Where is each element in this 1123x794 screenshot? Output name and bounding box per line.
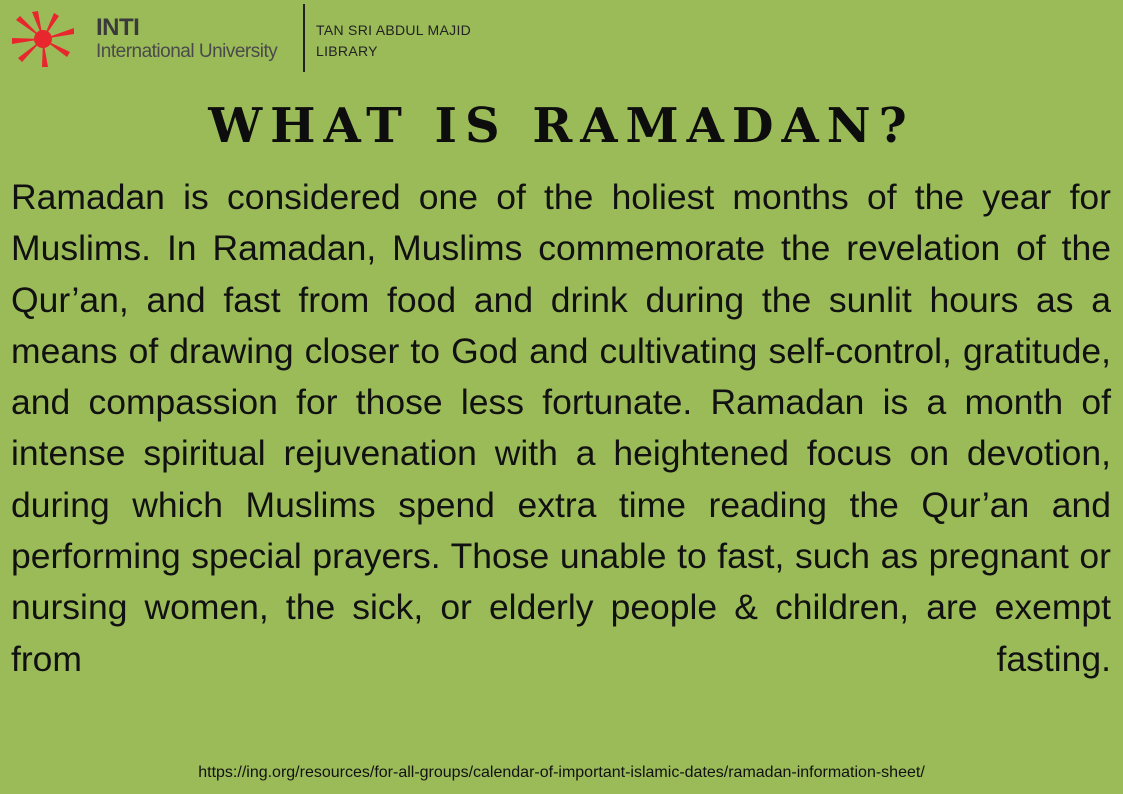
header-divider bbox=[303, 4, 305, 72]
logo-subtitle: International University bbox=[96, 41, 278, 62]
source-url: https://ing.org/resources/for-all-groups/calendar-of-important-islamic-dates/ramadan-information-sheet/ bbox=[198, 764, 925, 781]
logo-brand: INTI bbox=[96, 14, 140, 41]
header bbox=[10, 4, 570, 74]
body-paragraph: Ramadan is considered one of the holiest months of the year for Muslims. In Ramadan, Muslims commemorate the revelation of the Qur’an, and fast from food and drink during the sunlit hours as a means of drawing closer to God and cultivating self-control, gratitude, and compassion for those less fortunate. Ramadan is a month of intense spiritual rejuvenation with a heightened focus on devotion, during which Muslims spend extra time reading the Qur’an and performing special prayers. Those unable to fast, such as pregnant or nursing women, the sick, or elderly people & children, are exempt from fasting. bbox=[11, 177, 1111, 679]
library-name: TAN SRI ABDUL MAJID LIBRARY bbox=[316, 22, 472, 59]
page-title: WHAT IS RAMADAN? bbox=[208, 98, 915, 154]
logo-wordmark bbox=[96, 16, 277, 61]
inti-red-star-logo-icon bbox=[10, 10, 76, 68]
